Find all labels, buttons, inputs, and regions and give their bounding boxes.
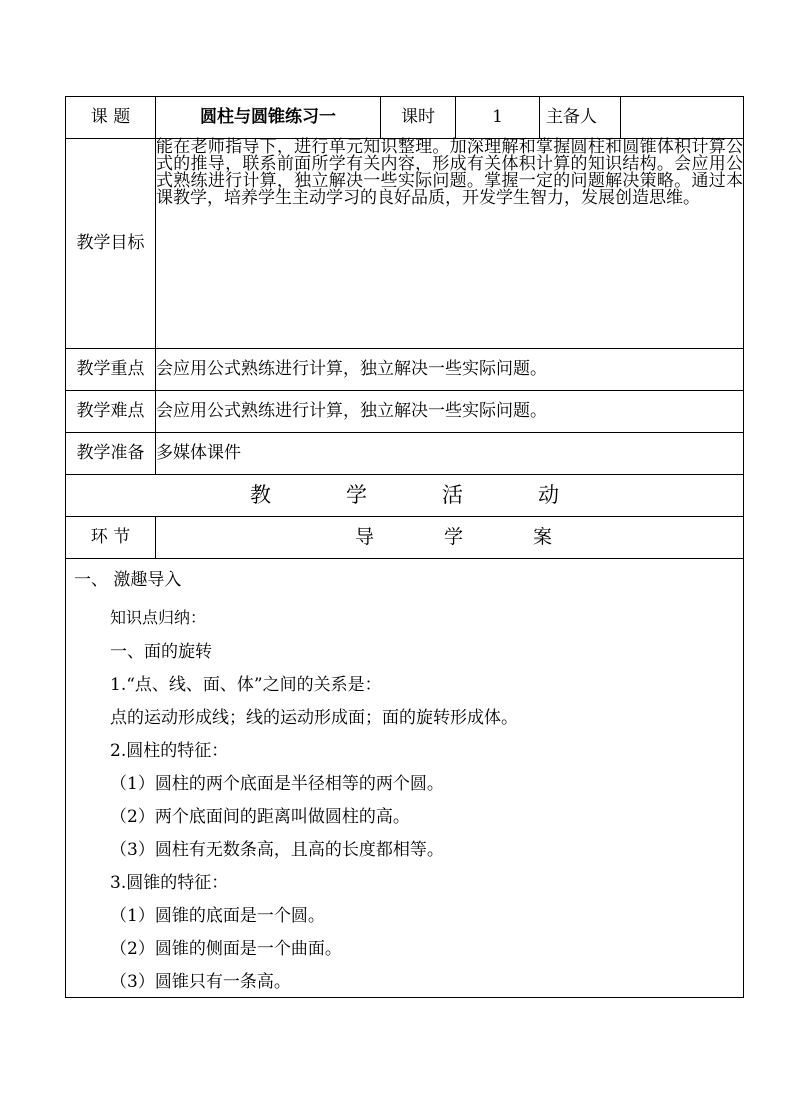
content-line: 一、面的旋转 [110,642,212,662]
key-points-row [66,349,744,391]
content-line: 1.“点、线、面、体”之间的关系是： [110,675,382,695]
guide-title-char: 学 [443,526,463,548]
author-label: 主备人 [540,97,621,139]
content-line: （2）圆锥的侧面是一个曲面。 [110,939,342,959]
author-value [621,97,744,139]
period-value: 1 [456,97,540,139]
activity-title-char: 学 [346,483,367,507]
section-label: 环 节 [66,517,156,559]
guide-title-cell [156,517,744,559]
preparation-text: 多媒体课件 [156,433,744,475]
period-label: 课时 [381,97,456,139]
content-line: （3）圆锥只有一条高。 [110,972,291,992]
activity-title-row [66,475,744,517]
difficult-points-text: 会应用公式熟练进行计算，独立解决一些实际问题。 [156,391,744,433]
content-line: 2.圆柱的特征： [110,741,229,761]
preparation-row [66,433,744,475]
content-line: （1）圆锥的底面是一个圆。 [110,906,325,926]
difficult-points-row [66,391,744,433]
activity-title-char: 动 [538,483,559,507]
preparation-label: 教学准备 [66,433,156,475]
guide-title-char: 导 [354,526,374,548]
goals-label: 教学目标 [66,139,156,349]
activity-title [66,485,743,506]
content-line: （2）两个底面间的距离叫做圆柱的高。 [110,807,410,827]
lesson-plan-table [65,96,744,998]
guide-title [156,528,743,547]
course-title: 圆柱与圆锥练习一 [156,97,381,139]
section-header-row [66,517,744,559]
guide-title-char: 案 [532,526,552,548]
goals-row [66,139,744,349]
difficult-points-label: 教学难点 [66,391,156,433]
content-line: （3）圆柱有无数条高，且高的长度都相等。 [110,840,444,860]
content-line: 3.圆锥的特征： [110,873,229,893]
content-line: 点的运动形成线；线的运动形成面；面的旋转形成体。 [110,708,518,728]
header-row [66,97,744,139]
content-row [66,559,744,998]
course-label: 课 题 [66,97,156,139]
content-line: 知识点归纳： [110,608,207,627]
content-line: （1）圆柱的两个底面是半径相等的两个圆。 [110,774,444,794]
activity-title-char: 活 [442,483,463,507]
key-points-text: 会应用公式熟练进行计算，独立解决一些实际问题。 [156,349,744,391]
section-heading: 一、 激趣导入 [74,570,182,590]
content-cell [66,559,744,998]
goals-text: 能在老师指导下，进行单元知识整理。加深理解和掌握圆柱和圆锥体积计算公式的推导，联系前面所学有关内容，形成有关体积计算的知识结构。会应用公式熟练进行计算，独立解决一些实际问题。掌握一定的问题解决策略。通过本课教学，培养学生主动学习的良好品质，开发学生智力，发展创造思维。 [156,139,744,349]
activity-title-cell [66,475,744,517]
key-points-label: 教学重点 [66,349,156,391]
activity-title-char: 教 [250,483,271,507]
